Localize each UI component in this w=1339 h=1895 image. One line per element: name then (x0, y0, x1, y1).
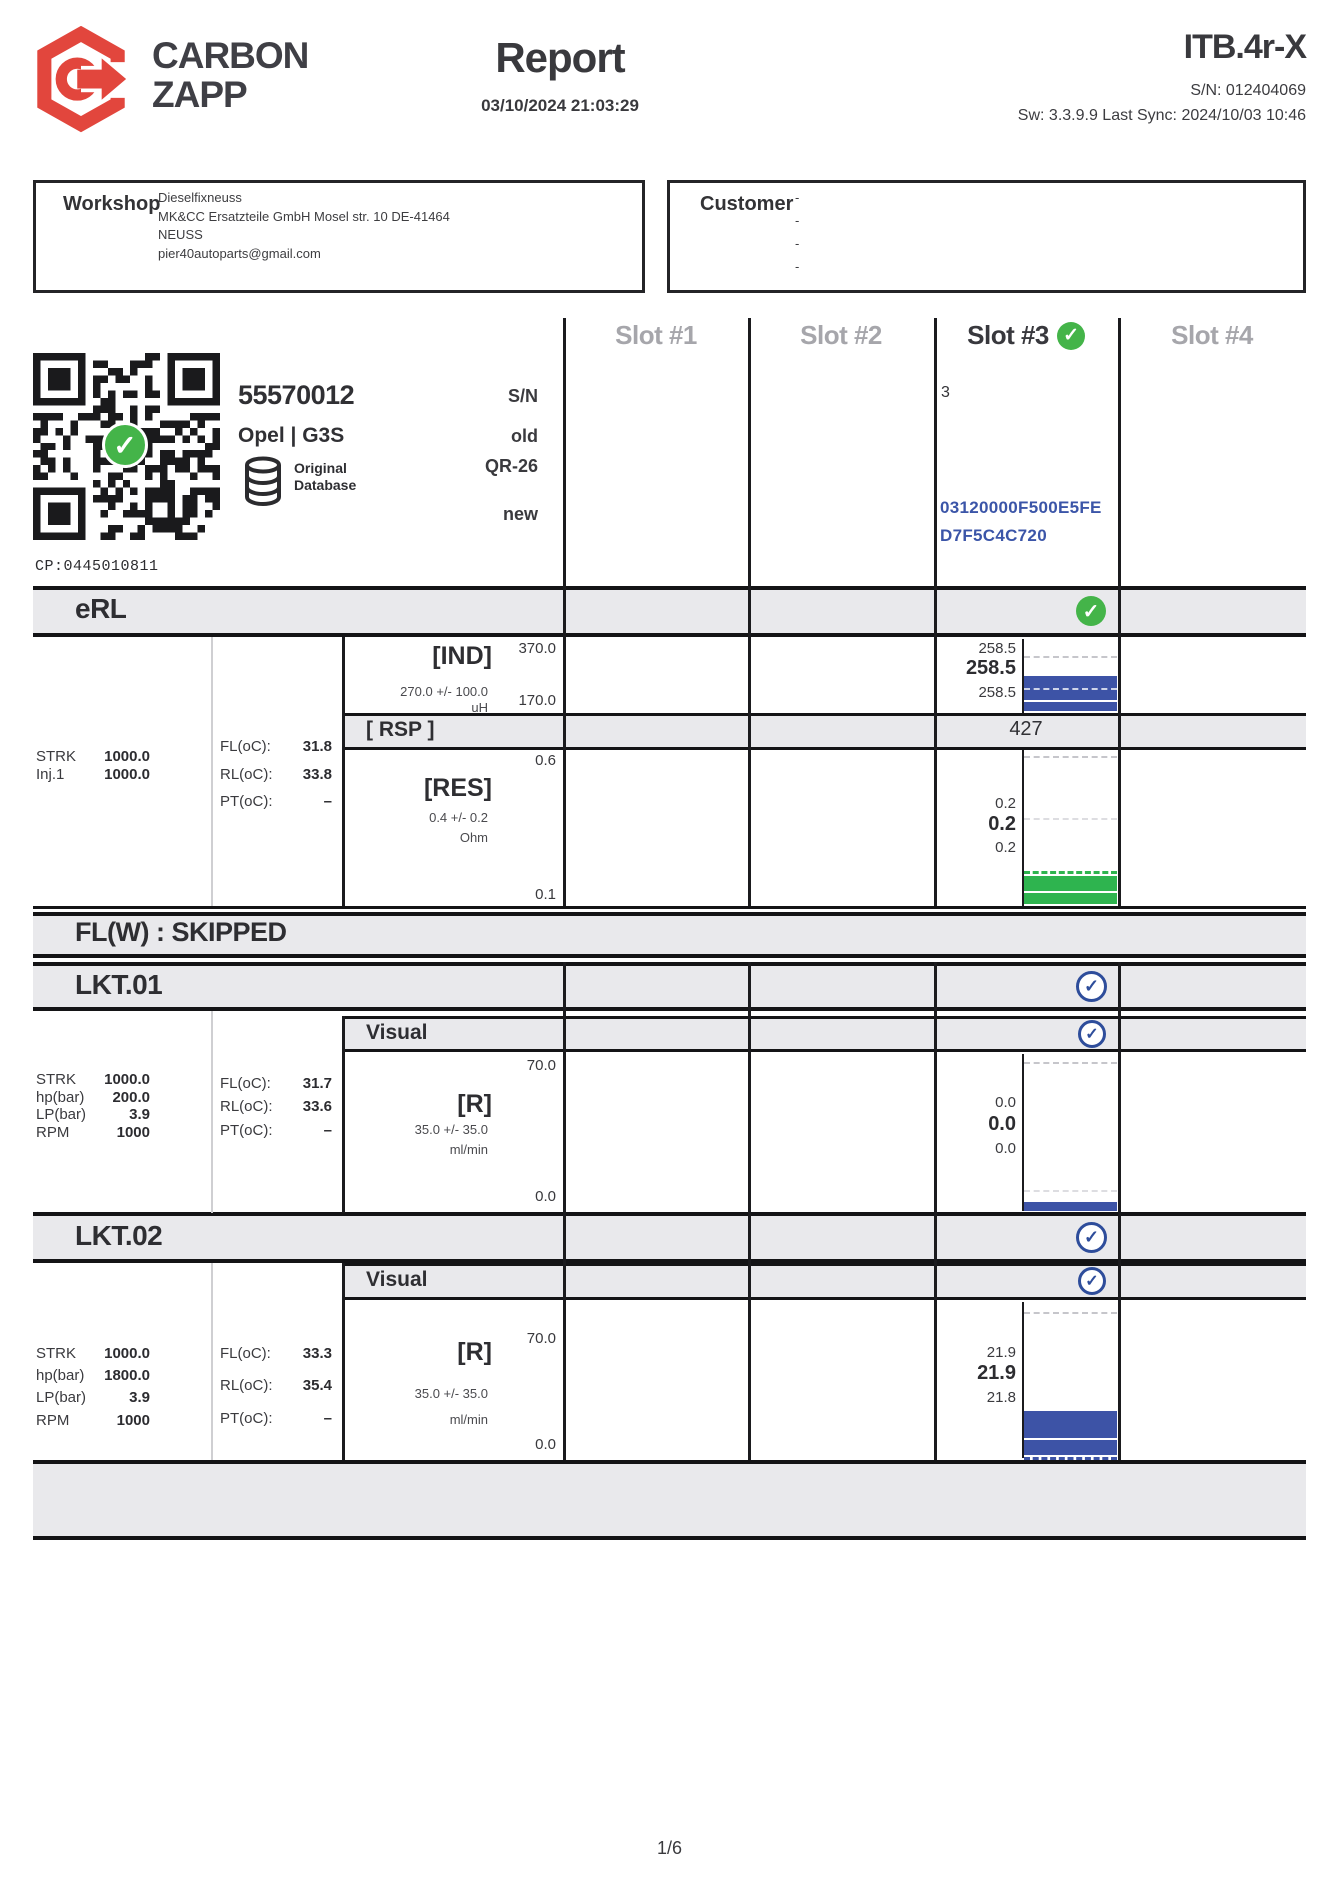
slot3-header-label: Slot #3 (967, 320, 1049, 350)
workshop-label: Workshop (63, 193, 161, 215)
temp-value: 31.7 (302, 1075, 332, 1092)
temp-value: – (323, 793, 332, 810)
rsp-value: 427 (1009, 718, 1043, 740)
section-title-flw: FL(W) : SKIPPED (75, 917, 287, 947)
brand-carbon: CARBON (152, 35, 309, 76)
axis-min-res: 0.1 (535, 886, 556, 903)
temp-label: FL(oC): (220, 738, 271, 755)
slot3-code-line2: D7F5C4C720 (940, 526, 1047, 545)
param-label: LP(bar) (36, 1106, 87, 1123)
param-label: hp(bar) (36, 1367, 85, 1384)
r2-max-value: 21.9 (986, 1344, 1016, 1361)
brand-zapp: ZAPP (152, 74, 247, 115)
axis-max-res: 0.6 (535, 752, 556, 769)
workshop-line: MK&CC Ersatzteile GmbH Mosel str. 10 DE-41464 (158, 208, 450, 224)
param-value: 3.9 (129, 1106, 150, 1123)
test-label-res: [RES] (423, 774, 492, 802)
cp-number: CP:0445010811 (35, 558, 159, 575)
customer-label: Customer (700, 193, 794, 215)
param-label: STRK (36, 1071, 77, 1088)
ind-max-value: 258.5 (978, 640, 1016, 657)
slot3-header (934, 320, 1118, 351)
lkt02-check-icon: ✓ (1076, 1222, 1107, 1253)
injector-part-number: 55570012 (238, 380, 355, 410)
carbon-zapp-logo-icon (34, 26, 128, 134)
section-bar-erl (33, 586, 1306, 637)
axis-max-r1: 70.0 (526, 1057, 556, 1074)
param-label: RPM (36, 1412, 70, 1429)
test-unit-res: Ohm (459, 830, 488, 845)
temp-label: PT(oC): (220, 793, 273, 810)
slot4-header: Slot #4 (1171, 320, 1253, 350)
temp-value: 31.8 (302, 738, 332, 755)
workshop-line: NEUSS (158, 227, 203, 242)
r1-min-value: 0.0 (995, 1140, 1016, 1157)
row-label-new: new (502, 504, 538, 524)
visual-check-icon-lkt01: ✓ (1078, 1020, 1106, 1048)
section-title-lkt01: LKT.01 (75, 969, 163, 1000)
r1-max-value: 0.0 (995, 1094, 1016, 1111)
rsp-row (342, 713, 1306, 750)
r2-min-value: 21.8 (986, 1389, 1016, 1406)
workshop-line: Dieselfixneuss (158, 190, 242, 205)
slot3-pass-check-icon: ✓ (1057, 322, 1085, 350)
test-tolerance-ind: 270.0 +/- 100.0 (400, 684, 488, 699)
slot3-code-line1: 03120000F500E5FE (940, 498, 1102, 517)
visual-label-lkt01: Visual (366, 1021, 428, 1044)
device-model: ITB.4r-X (1183, 28, 1306, 66)
row-label-old: old (511, 426, 538, 446)
axis-min-r1: 0.0 (535, 1188, 556, 1205)
temp-label: FL(oC): (220, 1075, 271, 1092)
section-title-erl: eRL (75, 593, 127, 624)
r1-bar-chart (1024, 1054, 1117, 1211)
param-label: RPM (36, 1124, 70, 1141)
test-label-r1: [R] (457, 1090, 492, 1118)
param-value: 1000 (116, 1412, 150, 1429)
device-sw-sync: Sw: 3.3.9.9 Last Sync: 2024/10/03 10:46 (1017, 107, 1306, 124)
test-tolerance-res: 0.4 +/- 0.2 (429, 810, 488, 825)
test-unit-ind: uH (471, 700, 488, 715)
test-unit-r2: ml/min (449, 1412, 488, 1427)
empty-section-row (33, 1460, 1306, 1540)
erl-pass-check-icon: ✓ (1076, 596, 1106, 626)
lkt01-check-icon: ✓ (1076, 971, 1107, 1002)
axis-min-ind: 170.0 (518, 692, 556, 709)
test-tolerance-r1: 35.0 +/- 35.0 (414, 1122, 488, 1137)
param-value: 200.0 (112, 1089, 150, 1106)
injector-vehicle: Opel | G3S (238, 424, 345, 447)
ind-min-value: 258.5 (978, 684, 1016, 701)
test-label-ind: [IND] (432, 642, 492, 670)
param-value: 1000.0 (104, 1345, 150, 1362)
res-max-value: 0.2 (995, 795, 1016, 812)
database-label-line1: Original (294, 460, 347, 476)
section-bar-lkt01 (33, 962, 1306, 1011)
param-value: 1000 (116, 1124, 150, 1141)
ind-bar-chart (1024, 639, 1117, 711)
customer-line: - (795, 236, 800, 251)
slot1-header: Slot #1 (615, 320, 697, 350)
page-number: 1/6 (656, 1838, 683, 1858)
temp-label: PT(oC): (220, 1122, 273, 1139)
temp-value: – (323, 1122, 332, 1139)
visual-label-lkt02: Visual (366, 1268, 428, 1291)
param-label: hp(bar) (36, 1089, 85, 1106)
section-bar-lkt02 (33, 1212, 1306, 1263)
param-value: 1000.0 (104, 766, 150, 783)
slot2-header: Slot #2 (800, 320, 882, 350)
visual-check-icon-lkt02: ✓ (1078, 1267, 1106, 1295)
axis-min-r2: 0.0 (535, 1436, 556, 1453)
param-value: 3.9 (129, 1389, 150, 1406)
customer-line: - (795, 213, 800, 228)
page-title: Report (495, 34, 625, 81)
device-serial: S/N: 012404069 (1190, 82, 1306, 99)
ind-avg-value: 258.5 (965, 657, 1016, 679)
test-label-r2: [R] (457, 1338, 492, 1366)
param-value: 1800.0 (104, 1367, 150, 1384)
rsp-label: [ RSP ] (366, 718, 435, 741)
temp-label: PT(oC): (220, 1410, 273, 1427)
param-label: STRK (36, 748, 77, 765)
temp-label: RL(oC): (220, 1377, 273, 1394)
param-value: 1000.0 (104, 1071, 150, 1088)
visual-row-lkt02 (342, 1263, 1306, 1300)
param-label: STRK (36, 1345, 77, 1362)
database-label-line2: Database (294, 477, 357, 493)
section-title-lkt02: LKT.02 (75, 1220, 163, 1251)
param-value: 1000.0 (104, 748, 150, 765)
report-datetime: 03/10/2024 21:03:29 (481, 96, 639, 115)
r2-avg-value: 21.9 (977, 1362, 1016, 1384)
customer-line: - (795, 190, 800, 205)
param-label: LP(bar) (36, 1389, 87, 1406)
test-tolerance-r2: 35.0 +/- 35.0 (414, 1386, 488, 1401)
res-min-value: 0.2 (995, 839, 1016, 856)
temp-value: – (323, 1410, 332, 1427)
temp-value: 35.4 (302, 1377, 332, 1394)
row-label-sn: S/N (507, 386, 538, 406)
r1-avg-value: 0.0 (988, 1113, 1016, 1135)
res-bar-chart (1024, 752, 1117, 904)
res-avg-value: 0.2 (988, 813, 1016, 835)
axis-max-r2: 70.0 (526, 1330, 556, 1347)
temp-label: RL(oC): (220, 766, 273, 783)
temp-label: RL(oC): (220, 1098, 273, 1115)
temp-value: 33.8 (302, 766, 332, 783)
slot3-serial-value: 3 (941, 384, 950, 401)
temp-value: 33.3 (302, 1345, 332, 1362)
temp-value: 33.6 (302, 1098, 332, 1115)
temp-label: FL(oC): (220, 1345, 271, 1362)
database-icon (242, 456, 284, 506)
customer-line: - (795, 259, 800, 274)
param-label: Inj.1 (36, 766, 65, 783)
r2-bar-chart (1024, 1302, 1117, 1460)
test-unit-r1: ml/min (449, 1142, 488, 1157)
row-label-qr: QR-26 (484, 456, 538, 476)
qr-verified-check-icon: ✓ (102, 422, 148, 468)
workshop-line: pier40autoparts@gmail.com (158, 245, 321, 261)
axis-max-ind: 370.0 (518, 640, 556, 657)
visual-row-lkt01 (342, 1016, 1306, 1052)
